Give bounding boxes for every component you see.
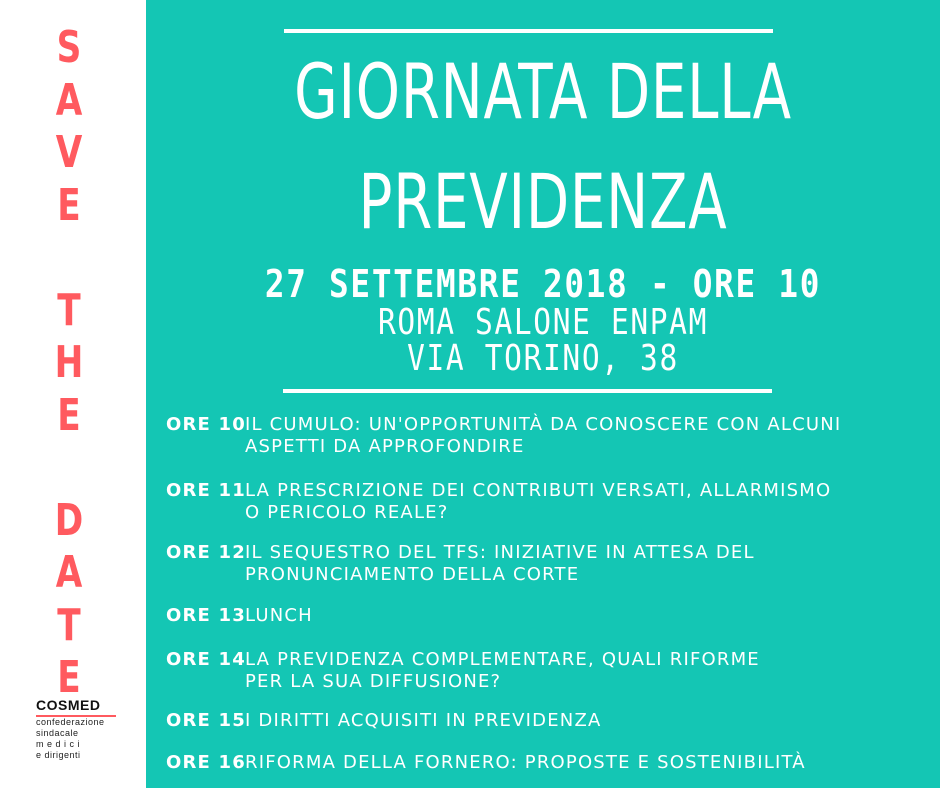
schedule-time: ORE 10 [166, 414, 246, 435]
logo-sub-line: e dirigenti [36, 750, 81, 760]
schedule-desc-line: I DIRITTI ACQUISITI IN PREVIDENZA [245, 710, 602, 731]
save-letter: E [57, 179, 81, 231]
schedule-desc-line: PER LA SUA DIFFUSIONE? [245, 671, 502, 692]
schedule-desc-line: PRONUNCIAMENTO DELLA CORTE [245, 564, 580, 585]
schedule-desc-line: LA PREVIDENZA COMPLEMENTARE, QUALI RIFORME [245, 649, 760, 670]
cosmed-logo [36, 697, 126, 761]
schedule-desc [245, 542, 935, 586]
schedule-time: ORE 12 [166, 542, 246, 563]
schedule-desc-line: IL SEQUESTRO DEL TFS: INIZIATIVE IN ATTESA DEL [245, 542, 755, 563]
schedule-time: ORE 13 [166, 605, 246, 626]
schedule-desc [245, 414, 935, 458]
save-letter: D [54, 494, 84, 546]
schedule-desc-line: ASPETTI DA APPROFONDIRE [245, 436, 525, 457]
save-letter: A [55, 547, 83, 598]
schedule-desc-line: RIFORMA DELLA FORNERO: PROPOSTE E SOSTENIBILITÀ [245, 752, 806, 773]
schedule-time: ORE 11 [166, 480, 246, 501]
middle-divider [283, 389, 772, 393]
schedule-desc [245, 752, 935, 774]
schedule-desc-line: LA PRESCRIZIONE DEI CONTRIBUTI VERSATI, ALLARMISMO [245, 480, 832, 501]
save-letter: T [57, 599, 81, 651]
save-letter: E [57, 389, 81, 441]
logo-sub-line: m e d i c i [36, 739, 81, 749]
save-letter: V [55, 127, 83, 178]
event-title-line2: PREVIDENZA [358, 157, 728, 246]
save-letter: H [54, 337, 84, 388]
schedule-desc-line: IL CUMULO: UN'OPPORTUNITÀ DA CONOSCERE CON ALCUNI [245, 414, 842, 435]
save-letter [50, 442, 89, 495]
save-letter: S [56, 22, 82, 73]
event-date: 27 SETTEMBRE 2018 - ORE 10 [264, 262, 822, 306]
logo-sub-line: confederazione [36, 717, 105, 727]
schedule-desc [245, 649, 935, 693]
event-title-line1: GIORNATA DELLA [294, 47, 792, 136]
event-venue: ROMA SALONE ENPAM [377, 302, 709, 343]
schedule-desc [245, 605, 935, 627]
schedule-time: ORE 14 [166, 649, 246, 670]
save-letter: A [55, 74, 83, 126]
schedule-desc [245, 480, 935, 524]
save-the-date [50, 22, 89, 705]
schedule-desc-line: LUNCH [245, 605, 313, 626]
logo-name: COSMED [36, 697, 101, 713]
logo-sub-line: sindacale [36, 728, 79, 738]
schedule-time: ORE 15 [166, 710, 246, 731]
schedule-desc [245, 710, 935, 732]
schedule-desc-line: O PERICOLO REALE? [245, 502, 449, 523]
top-divider [284, 29, 773, 33]
save-letter [50, 232, 89, 285]
event-address: VIA TORINO, 38 [407, 338, 679, 379]
save-letter: E [57, 652, 81, 703]
schedule-time: ORE 16 [166, 752, 246, 773]
save-letter: T [57, 284, 81, 336]
